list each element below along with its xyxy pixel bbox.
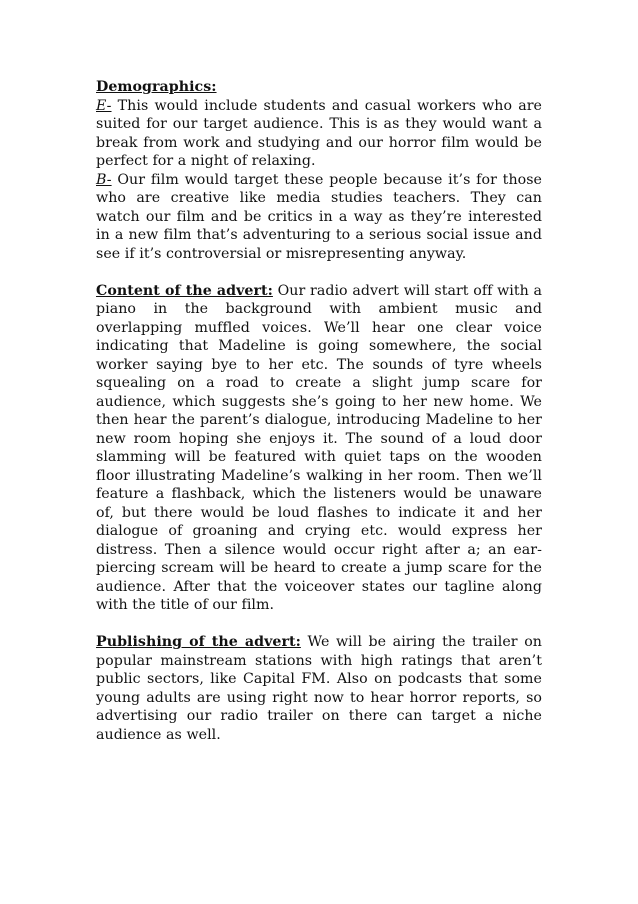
demographics-heading-line xyxy=(96,78,542,97)
e-marker: E- xyxy=(96,97,112,114)
content-paragraph xyxy=(96,282,542,615)
publishing-text: We will be airing the trailer on popular mainstream stations with high ratings that aren’t public sectors, like Capital FM. Also on podcasts that some young adults are using right now to hear horror reports, so advertising our radio trailer on there can target a niche audience as well. xyxy=(96,634,542,743)
publishing-paragraph xyxy=(96,633,542,744)
demographics-b-paragraph xyxy=(96,171,542,264)
document-page xyxy=(96,78,542,744)
b-marker: B- xyxy=(96,171,112,188)
b-text: Our film would target these people because it’s for those who are creative like media studies teachers. They can watch our film and be critics in a way as they’re interested in a new film that’s adventuring to a serious social issue and see if it’s controversial or misrepresenting anyway. xyxy=(96,171,542,262)
e-text: This would include students and casual workers who are suited for our target audience. This is as they would want a break from work and studying and our horror film would be perfect for a night of relaxing. xyxy=(96,97,543,169)
publishing-heading: Publishing of the advert: xyxy=(96,634,301,650)
content-text: Our radio advert will start off with a piano in the background with ambient music and overlapping muffled voices. We’ll hear one clear voice indicating that Madeline is going somewhere, the social worker saying bye to her etc. The sounds of tyre wheels squealing on a road to create a slight jump scare for audience, which suggests she’s going to her new home. We then hear the parent’s dialogue, introducing Madeline to her new room hoping she enjoys it. The sound of a loud door slamming will be featured with quiet taps on the wooden floor illustrating Madeline’s walking in her room. Then we’ll feature a flashback, which the listeners would be unaware of, but there would be loud flashes to indicate it and her dialogue of groaning and crying etc. would express her distress. Then a silence would occur right after a; an ear-piercing scream will be heard to create a jump scare for the audience. After that the voiceover states our tagline along with the title of our film. xyxy=(96,282,543,613)
content-heading: Content of the advert: xyxy=(96,282,273,299)
demographics-e-paragraph xyxy=(96,97,542,171)
demographics-heading: Demographics: xyxy=(96,79,217,95)
